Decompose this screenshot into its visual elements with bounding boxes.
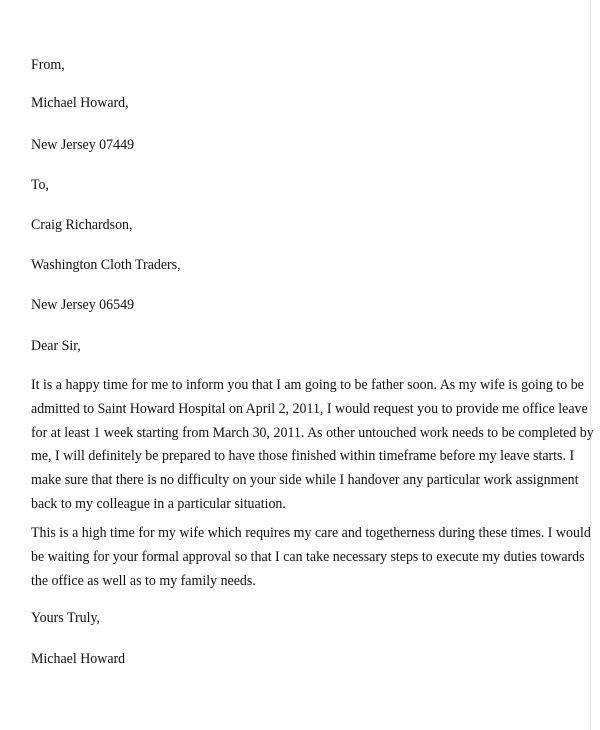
- recipient-company: Washington Cloth Traders,: [31, 257, 181, 273]
- body-paragraph-2: [31, 525, 600, 596]
- recipient-address: New Jersey 06549: [31, 297, 135, 313]
- body-paragraph-2-line: This is a high time for my wife which requires my care and togetherness during these times. I would: [31, 525, 591, 541]
- body-paragraph-1-line: for at least 1 week starting from March 30, 2011. As other untouched work needs to be completed by: [31, 424, 594, 441]
- body-paragraph-2-line: be waiting for your formal approval so that I can take necessary steps to execute my duties towards: [31, 548, 585, 565]
- body-paragraph-1-line: admitted to Saint Howard Hospital on April 2, 2011, I would request you to provide me office leave: [31, 400, 588, 417]
- to-label: To,: [31, 177, 50, 193]
- recipient-name: Craig Richardson,: [31, 217, 133, 233]
- body-paragraph-1: [31, 377, 600, 520]
- sender-address: New Jersey 07449: [31, 137, 135, 153]
- body-paragraph-1-line: make sure that there is no difficulty on your side while I handover any particular work assignment: [31, 472, 579, 489]
- body-paragraph-1-line: It is a happy time for me to inform you that I am going to be father soon. As my wife is going to be: [31, 377, 584, 393]
- body-paragraph-2-line: the office as well as to my family needs.: [31, 572, 256, 589]
- sender-name: Michael Howard,: [31, 95, 129, 111]
- body-paragraph-1-line: back to my colleague in a particular situation.: [31, 495, 286, 512]
- page-edge-divider: [590, 0, 591, 730]
- signature-name: Michael Howard: [31, 651, 126, 667]
- salutation: Dear Sir,: [31, 338, 81, 354]
- closing: Yours Truly,: [31, 610, 101, 626]
- body-paragraph-1-line: me, I will definitely be prepared to have those finished within timeframe before my leave starts. I: [31, 448, 575, 465]
- from-label: From,: [31, 57, 65, 73]
